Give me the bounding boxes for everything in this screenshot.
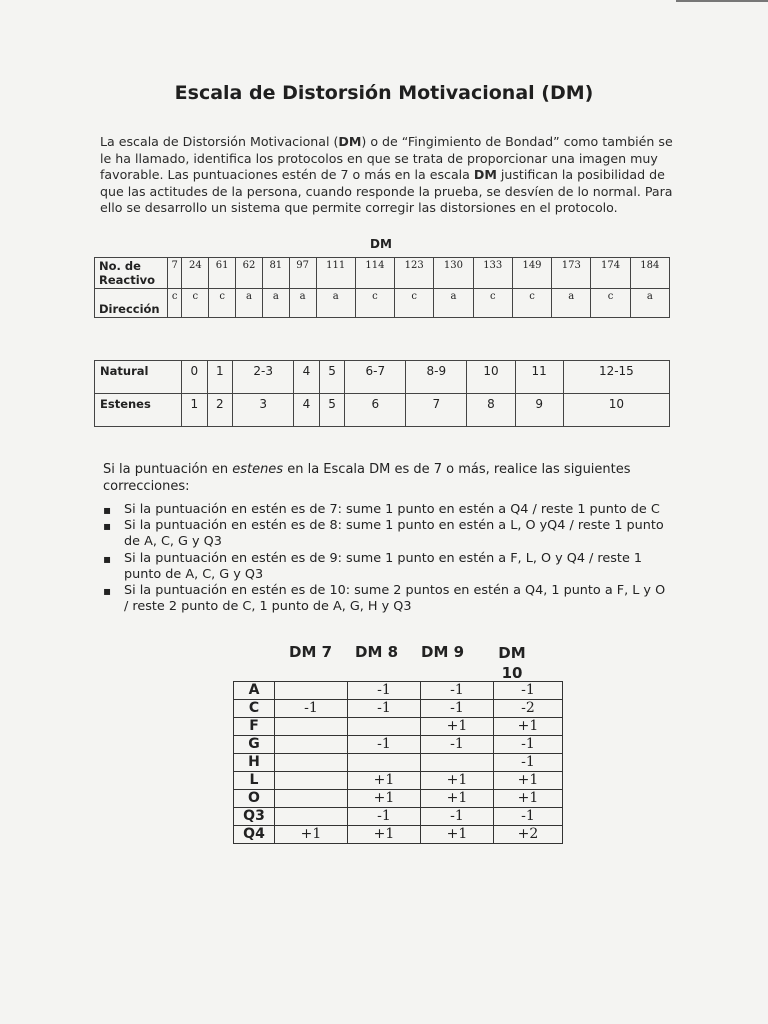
item-cell: 133 <box>473 258 512 289</box>
factor-label: A <box>234 682 275 700</box>
item-cell: 61 <box>209 258 236 289</box>
estenes-cell: 6 <box>345 394 406 427</box>
bullet-icon: ▪ <box>103 519 112 534</box>
table-row <box>234 808 563 826</box>
adjust-cell <box>275 718 348 736</box>
direction-cell: a <box>316 289 355 318</box>
factor-label: H <box>234 754 275 772</box>
estenes-cell: 5 <box>319 394 345 427</box>
table-row <box>234 682 563 700</box>
adjust-cell: +1 <box>421 826 494 844</box>
direction-cell: c <box>473 289 512 318</box>
natural-cell: 8-9 <box>406 361 467 394</box>
item-cell: 81 <box>262 258 289 289</box>
factor-label: G <box>234 736 275 754</box>
natural-cell: 2-3 <box>233 361 294 394</box>
header-dm10: DM 10 <box>498 644 526 682</box>
factor-label: Q3 <box>234 808 275 826</box>
estenes-row-label: Estenes <box>95 394 182 427</box>
adjust-cell <box>275 772 348 790</box>
adjust-cell: +1 <box>494 772 563 790</box>
adjust-cell <box>275 790 348 808</box>
items-row-label: No. de Reactivo <box>95 258 168 289</box>
natural-cell: 4 <box>294 361 320 394</box>
factor-label: L <box>234 772 275 790</box>
adjust-cell: +1 <box>421 790 494 808</box>
item-cell: 123 <box>395 258 434 289</box>
intro-paragraph: La escala de Distorsión Motivacional (DM) o de “Fingimiento de Bondad” como también se le ha llamado, identifica los protocolos en que se trata de proporcionar una imagen muy favorable. Las puntuaciones estén de 7 o más en la escala DM justifican la posibilidad de que las actitudes de la persona, cuando responde la prueba, se desvíen de lo normal. Para ello se desarrollo un sistema que permite corregir las distorsiones en el protocolo. <box>100 134 673 215</box>
adjust-cell: +1 <box>494 718 563 736</box>
top-edge-line <box>676 0 768 2</box>
adjust-cell: -1 <box>421 736 494 754</box>
adjust-cell: -2 <box>494 700 563 718</box>
header-dm7: DM 7 <box>289 643 333 661</box>
list-item: ▪ Si la puntuación en estén es de 9: sume 1 punto en estén a F, L, O y Q4 / reste 1 punto de A, C, G y Q3 <box>103 550 643 582</box>
natural-cell: 11 <box>515 361 563 394</box>
direction-cell: c <box>591 289 630 318</box>
natural-row-label: Natural <box>95 361 182 394</box>
adjust-cell: -1 <box>494 736 563 754</box>
adjust-cell <box>275 754 348 772</box>
natural-cell: 5 <box>319 361 345 394</box>
adjust-cell: -1 <box>348 736 421 754</box>
conversion-table <box>94 360 670 427</box>
adjust-cell: +1 <box>494 790 563 808</box>
header-dm9: DM 9 <box>421 643 465 661</box>
page-title: Escala de Distorsión Motivacional (DM) <box>174 82 594 104</box>
adjust-cell: +1 <box>348 790 421 808</box>
list-item: ▪ Si la puntuación en estén es de 8: sume 1 punto en estén a L, O yQ4 / reste 1 punto de A, C, G y Q3 <box>103 518 664 550</box>
adjust-cell: -1 <box>494 682 563 700</box>
item-cell: 130 <box>434 258 473 289</box>
estenes-cell: 7 <box>406 394 467 427</box>
adjust-cell: -1 <box>421 808 494 826</box>
table-row <box>234 718 563 736</box>
direction-cell: a <box>630 289 669 318</box>
direction-cell: a <box>289 289 316 318</box>
list-item: ▪ Si la puntuación en estén es de 10: sume 2 puntos en estén a Q4, 1 punto a F, L y O / reste 2 punto de C, 1 punto de A, G, H y Q3 <box>103 583 666 615</box>
table-row <box>234 700 563 718</box>
adjust-cell: -1 <box>348 808 421 826</box>
adjust-cell <box>348 754 421 772</box>
direction-cell: a <box>434 289 473 318</box>
corrections-list <box>103 502 673 615</box>
corrections-intro: Si la puntuación en estenes en la Escala DM es de 7 o más, realice las siguientes correcciones: <box>103 462 631 494</box>
adjust-cell <box>275 682 348 700</box>
factor-label: Q4 <box>234 826 275 844</box>
adjust-cell: +2 <box>494 826 563 844</box>
adjust-cell: +1 <box>348 826 421 844</box>
direction-cell: a <box>552 289 591 318</box>
natural-cell: 6-7 <box>345 361 406 394</box>
item-cell: 7 <box>168 258 182 289</box>
factor-label: F <box>234 718 275 736</box>
estenes-cell: 2 <box>207 394 233 427</box>
adjust-cell <box>275 736 348 754</box>
table-row <box>234 790 563 808</box>
adjust-cell: +1 <box>421 718 494 736</box>
factor-label: C <box>234 700 275 718</box>
list-item: ▪ Si la puntuación en estén es de 7: sume 1 punto en estén a Q4 / reste 1 punto de C <box>103 502 660 517</box>
adjust-cell: -1 <box>348 682 421 700</box>
adjust-cell <box>421 754 494 772</box>
direction-cell: c <box>168 289 182 318</box>
adjust-cell: -1 <box>348 700 421 718</box>
table-row <box>234 754 563 772</box>
natural-cell: 12-15 <box>563 361 669 394</box>
adjust-cell: +1 <box>275 826 348 844</box>
estenes-cell: 8 <box>467 394 515 427</box>
estenes-cell: 1 <box>182 394 208 427</box>
factor-label: O <box>234 790 275 808</box>
adjust-cell <box>275 808 348 826</box>
adjust-cell <box>348 718 421 736</box>
table-row <box>234 736 563 754</box>
item-cell: 24 <box>182 258 209 289</box>
estenes-cell: 10 <box>563 394 669 427</box>
natural-cell: 0 <box>182 361 208 394</box>
adjust-cell: -1 <box>494 808 563 826</box>
item-cell: 97 <box>289 258 316 289</box>
item-cell: 149 <box>512 258 551 289</box>
item-cell: 111 <box>316 258 355 289</box>
item-cell: 173 <box>552 258 591 289</box>
direction-cell: c <box>355 289 394 318</box>
direction-cell: c <box>182 289 209 318</box>
estenes-cell: 4 <box>294 394 320 427</box>
table-row <box>234 772 563 790</box>
adjust-cell: -1 <box>421 682 494 700</box>
adjust-cell: -1 <box>275 700 348 718</box>
adjust-cell: +1 <box>348 772 421 790</box>
header-dm8: DM 8 <box>355 643 399 661</box>
direction-cell: c <box>395 289 434 318</box>
item-cell: 62 <box>236 258 263 289</box>
item-cell: 174 <box>591 258 630 289</box>
bullet-icon: ▪ <box>103 551 112 566</box>
bullet-icon: ▪ <box>103 503 112 517</box>
table-row <box>234 826 563 844</box>
direction-row-label: Dirección <box>99 302 160 316</box>
natural-cell: 10 <box>467 361 515 394</box>
estenes-cell: 3 <box>233 394 294 427</box>
adjust-cell: +1 <box>421 772 494 790</box>
item-cell: 184 <box>630 258 669 289</box>
direction-cell: c <box>209 289 236 318</box>
direction-cell: c <box>512 289 551 318</box>
adjust-cell: -1 <box>494 754 563 772</box>
direction-cell: a <box>236 289 263 318</box>
items-table-caption: DM <box>370 237 392 251</box>
item-cell: 114 <box>355 258 394 289</box>
items-direction-table <box>94 257 670 318</box>
adjust-cell: -1 <box>421 700 494 718</box>
estenes-cell: 9 <box>515 394 563 427</box>
adjustment-table <box>233 681 563 844</box>
direction-cell: a <box>262 289 289 318</box>
bullet-icon: ▪ <box>103 584 112 599</box>
natural-cell: 1 <box>207 361 233 394</box>
